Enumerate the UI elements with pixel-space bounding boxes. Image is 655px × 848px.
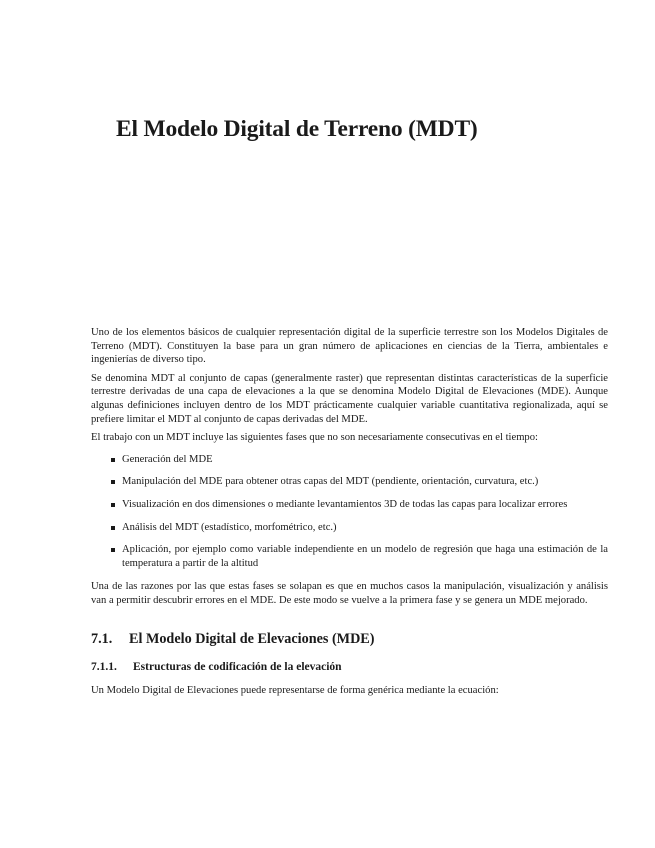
square-bullet-icon — [111, 503, 115, 507]
list-item-text: Análisis del MDT (estadístico, morfométrico, etc.) — [122, 521, 337, 533]
list-item-text: Manipulación del MDE para obtener otras capas del MDT (pendiente, orientación, curvatura, etc.) — [122, 476, 539, 488]
chapter-title: El Modelo Digital de Terreno (MDT) — [116, 116, 478, 142]
section-title: El Modelo Digital de Elevaciones (MDE) — [129, 630, 375, 647]
section-number: 7.1. — [91, 630, 113, 647]
closing-paragraph: Una de las razones por las que estas fases se solapan es que en muchos casos la manipulación, visualización y análisis van a permitir descubrir errores en el MDE. De este modo se vuelve a la primera fase y se genera un MDE mejorado. — [91, 581, 608, 606]
list-item — [111, 475, 608, 489]
list-item — [111, 543, 608, 570]
list-item-text: Generación del MDE — [122, 453, 213, 465]
square-bullet-icon — [111, 526, 115, 530]
list-item — [111, 521, 608, 535]
subsection-number: 7.1.1. — [91, 660, 117, 673]
list-item-text: Aplicación, por ejemplo como variable independiente en un modelo de regresión que haga una estimación de la temperatura a partir de la altitud — [122, 544, 608, 569]
subsection-heading — [91, 660, 608, 675]
phases-list — [91, 453, 608, 571]
definition-paragraph: Se denomina MDT al conjunto de capas (generalmente raster) que representan distintas características de la superficie terrestre derivadas de una capa de elevaciones a la que se denomina Modelo Digital de Elevaciones (MDE). Aunque algunas definiciones incluyen dentro de los MDT prácticamente cualquier variable cuantitativa regionalizada, aquí se prefiere limitar el MDT al conjunto de capas derivadas del MDE. — [91, 372, 608, 425]
subsection-title: Estructuras de codificación de la elevación — [133, 660, 342, 673]
section-heading — [91, 630, 608, 648]
intro-paragraph: Uno de los elementos básicos de cualquier representación digital de la superficie terrestre son los Modelos Digitales de Terreno (MDT). Constituyen la base para un gran número de aplicaciones en ciencias de la Tierra, ambientales e ingenierías de diverso tipo. — [91, 327, 608, 366]
square-bullet-icon — [111, 480, 115, 484]
phases-intro-paragraph: El trabajo con un MDT incluye las siguientes fases que no son necesariamente consecutivas en el tiempo: — [91, 432, 538, 444]
list-item — [111, 453, 608, 467]
square-bullet-icon — [111, 458, 115, 462]
subsection-paragraph: Un Modelo Digital de Elevaciones puede representarse de forma genérica mediante la ecuación: — [91, 684, 499, 696]
body-text — [91, 326, 608, 702]
list-item — [111, 498, 608, 512]
list-item-text: Visualización en dos dimensiones o mediante levantamientos 3D de todas las capas para localizar errores — [122, 498, 568, 510]
square-bullet-icon — [111, 548, 115, 552]
